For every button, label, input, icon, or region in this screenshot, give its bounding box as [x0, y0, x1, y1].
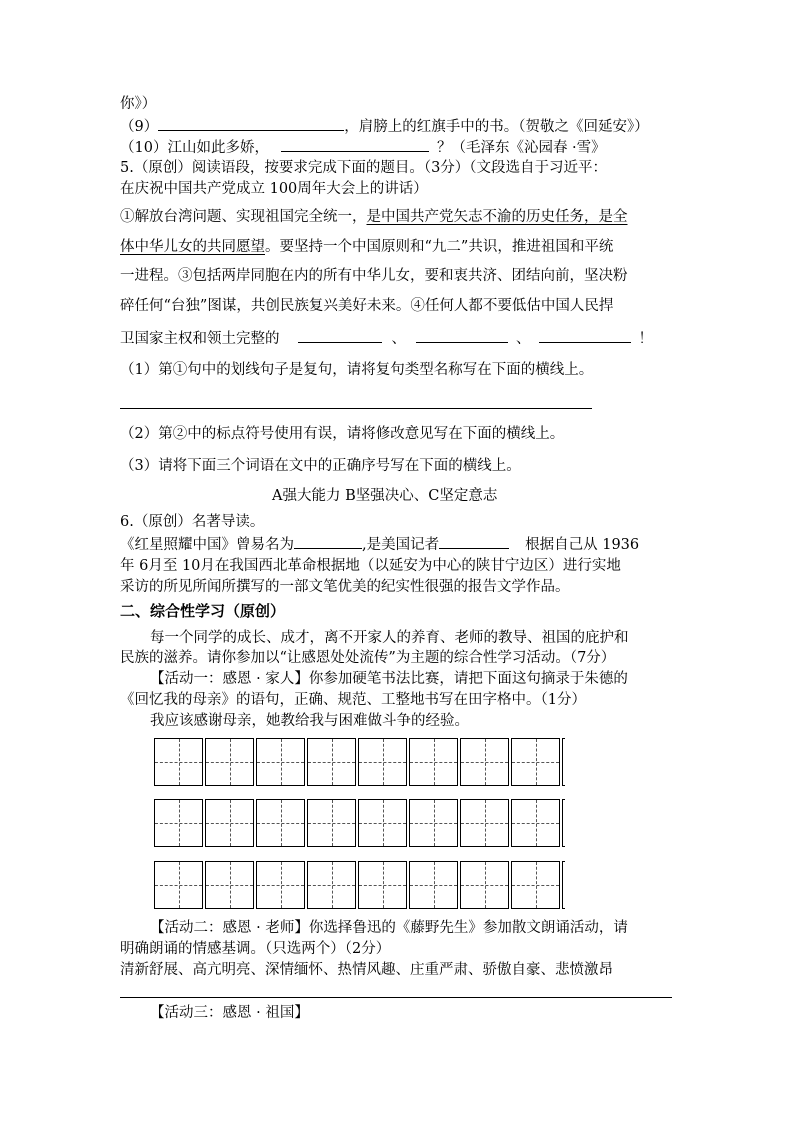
underlined-sentence: 是中国共产党矢志不渝的历史任务，是全 — [366, 209, 628, 225]
tianzige-cell[interactable] — [511, 799, 560, 847]
line-continued: 你》） — [120, 96, 157, 112]
passage-blank-1[interactable] — [298, 328, 382, 343]
tianzige-cell[interactable] — [256, 799, 305, 847]
tianzige-cell[interactable] — [358, 799, 407, 847]
tianzige-cell[interactable] — [307, 738, 356, 786]
answer-blank-10[interactable] — [281, 137, 429, 152]
tianzige-edge — [562, 738, 565, 786]
tianzige-cell[interactable] — [409, 738, 458, 786]
tianzige-edge — [562, 799, 565, 847]
sub-question-3: （3）请将下面三个词语在文中的正确序号写在下面的横线上。 — [120, 458, 521, 474]
tianzige-cell[interactable] — [205, 861, 254, 909]
book-alt-title-blank[interactable] — [294, 534, 362, 549]
question-5-line1: 5.（原创）阅读语段，按要求完成下面的题目。（3分）（文段选自于习近平： — [120, 160, 608, 176]
answer-line-1[interactable] — [120, 408, 592, 409]
intro-line-1: 每一个同学的成长、成才，离不开家人的养育、老师的教导、祖国的庇护和 — [150, 630, 629, 646]
tone-options: 清新舒展、高亢明亮、深情缅怀、热情风趣、庄重严肃、骄傲自豪、悲愤激昂 — [120, 962, 613, 978]
tianzige-row-2 — [154, 799, 566, 849]
passage-blank-2[interactable] — [416, 328, 508, 343]
tianzige-cell[interactable] — [511, 738, 560, 786]
activity-2-line1: 【活动二：感恩 · 老师】你选择鲁迅的《藤野先生》参加散文朗诵活动，请 — [150, 920, 628, 936]
tianzige-cell[interactable] — [307, 861, 356, 909]
question-6-line3: 采访的所见所闻所撰写的一部文笔优美的纪实性很强的报告文学作品。 — [120, 579, 570, 595]
tianzige-row-1 — [154, 738, 566, 788]
tianzige-cell[interactable] — [358, 738, 407, 786]
answer-line-2[interactable] — [120, 997, 672, 998]
underlined-sentence-end: 体中华儿女的共同愿望 — [120, 239, 265, 255]
question-6-line2: 年 6月至 10月在我国西北革命根据地（以延安为中心的陕甘宁边区）进行实地 — [120, 558, 621, 574]
intro-line-2: 民族的滋养。请你参加以“让感恩处处流传”为主题的综合性学习活动。（7分） — [120, 650, 616, 666]
passage-line-1: ①解放台湾问题、实现祖国完全统一，是中国共产党矢志不渝的历史任务，是全 — [120, 209, 628, 225]
sub-question-2: （2）第②中的标点符号使用有误，请将修改意见写在下面的横线上。 — [120, 426, 565, 442]
tianzige-cell[interactable] — [460, 799, 509, 847]
question-9: （9） ，肩膀上的红旗手中的书。（贺敬之《回延安》） — [120, 116, 649, 137]
tianzige-cell[interactable] — [256, 861, 305, 909]
tianzige-cell[interactable] — [358, 861, 407, 909]
passage-line-2: 体中华儿女的共同愿望。要坚持一个中国原则和“九二”共识，推进祖国和平统 — [120, 239, 614, 255]
tianzige-cell[interactable] — [205, 799, 254, 847]
calligraphy-sentence: 我应该感谢母亲，她教给我与困难做斗争的经验。 — [150, 713, 469, 729]
activity-1-line1: 【活动一：感恩 · 家人】你参加硬笔书法比赛，请把下面这句摘录于朱德的 — [150, 671, 628, 687]
question-6-title: 6.（原创）名著导读。 — [120, 514, 265, 530]
tianzige-cell[interactable] — [460, 738, 509, 786]
tianzige-cell[interactable] — [154, 738, 203, 786]
activity-1-line2: 《回忆我的母亲》的语句，正确、规范、工整地书写在田字格中。（1分） — [120, 692, 586, 708]
tianzige-row-3 — [154, 861, 566, 911]
tianzige-cell[interactable] — [307, 799, 356, 847]
tianzige-cell[interactable] — [154, 799, 203, 847]
passage-blank-3[interactable] — [539, 328, 631, 343]
tianzige-cell[interactable] — [256, 738, 305, 786]
passage-line-3: 一进程。③包括两岸同胞在内的所有中华儿女，要和衷共济、团结向前，坚决粉 — [120, 268, 628, 284]
tianzige-cell[interactable] — [460, 861, 509, 909]
section-2-heading: 二、综合性学习（原创） — [120, 602, 286, 620]
tianzige-cell[interactable] — [409, 799, 458, 847]
tianzige-cell[interactable] — [205, 738, 254, 786]
tianzige-cell[interactable] — [154, 861, 203, 909]
answer-blank-9[interactable] — [158, 116, 344, 131]
passage-line-5: 卫国家主权和领土完整的 、 、 ！ — [120, 328, 653, 349]
tianzige-cell[interactable] — [511, 861, 560, 909]
word-options: A强大能力 B坚强决心、C坚定意志 — [272, 488, 498, 504]
tianzige-cell[interactable] — [409, 861, 458, 909]
question-10: （10）江山如此多娇， ？（毛泽东《沁园春 ·雪》 — [120, 137, 606, 158]
activity-3-heading: 【活动三：感恩 · 祖国】 — [150, 1005, 309, 1021]
passage-line-4: 碎任何“台独”图谋，共创民族复兴美好未来。④任何人都不要低估中国人民捍 — [120, 298, 614, 314]
author-blank[interactable] — [439, 534, 509, 549]
question-5-line2: 在庆祝中国共产党成立 100周年大会上的讲话） — [120, 181, 428, 197]
tianzige-edge — [562, 861, 565, 909]
question-6-line1: 《红星照耀中国》曾易名为 ,是美国记者 根据自己从 1936 — [120, 534, 639, 555]
activity-2-line2: 明确朗诵的情感基调。（只选两个）（2分） — [120, 941, 391, 957]
sub-question-1: （1）第①句中的划线句子是复句，请将复句类型名称写在下面的横线上。 — [120, 362, 594, 378]
